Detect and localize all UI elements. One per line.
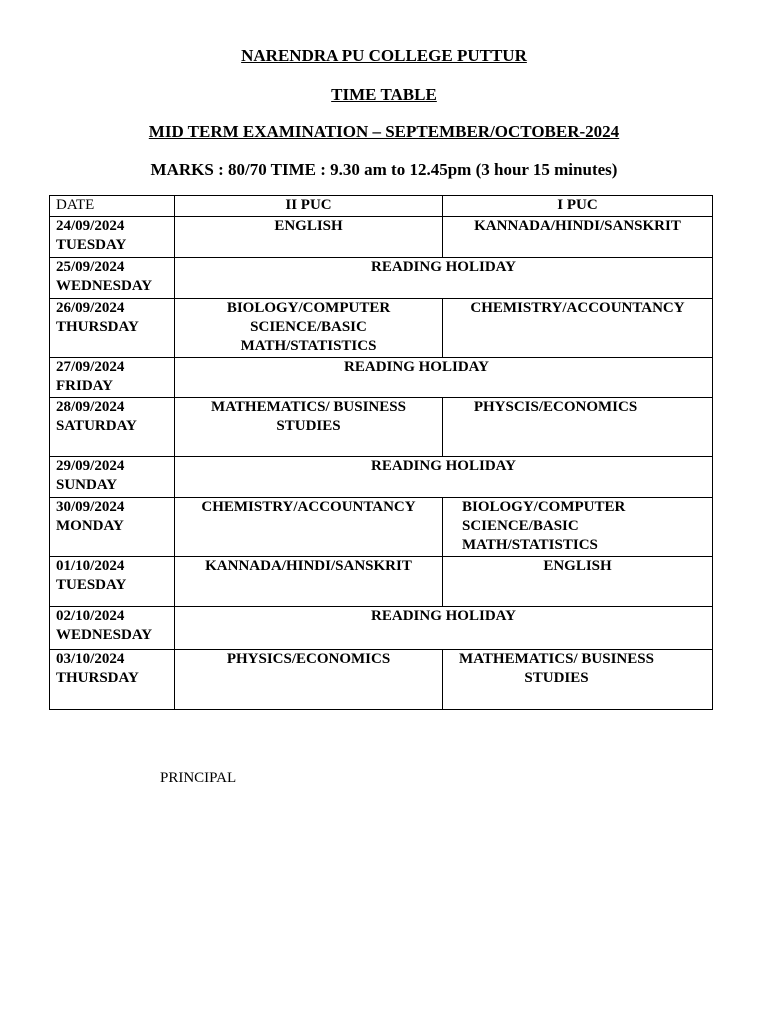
date-cell [50,457,175,498]
date-cell [50,557,175,607]
date: 30/09/2024 [56,499,125,515]
date-cell [50,398,175,457]
day: THURSDAY [56,319,139,335]
document-title: TIME TABLE [331,85,437,104]
i-puc-subject: KANNADA/HINDI/SANSKRIT [443,217,713,258]
day: FRIDAY [56,378,113,394]
date-cell [50,258,175,299]
date: 28/09/2024 [56,399,125,415]
table-row [50,498,713,557]
date-cell [50,358,175,398]
ii-puc-subject: MATHEMATICS/ BUSINESS STUDIES [175,398,443,457]
day: TUESDAY [56,577,127,593]
ii-puc-subject: KANNADA/HINDI/SANSKRIT [175,557,443,607]
table-row [50,398,713,457]
date: 02/10/2024 [56,608,125,624]
day: SUNDAY [56,477,118,493]
day: MONDAY [56,518,124,534]
ii-puc-subject: CHEMISTRY/ACCOUNTANCY [175,498,443,557]
college-name: NARENDRA PU COLLEGE PUTTUR [241,46,527,65]
date-cell [50,498,175,557]
holiday-cell: READING HOLIDAY [175,258,713,299]
i-puc-subject: CHEMISTRY/ACCOUNTANCY [443,299,713,358]
holiday-cell: READING HOLIDAY [175,457,713,498]
table-row [50,299,713,358]
i-puc-subject: ENGLISH [443,557,713,607]
timetable [49,195,713,710]
holiday-cell: READING HOLIDAY [175,607,713,650]
marks-time-line: MARKS : 80/70 TIME : 9.30 am to 12.45pm (3 hour 15 minutes) [150,160,618,179]
principal-signature-label: PRINCIPAL [160,770,237,786]
table-row [50,607,713,650]
date: 01/10/2024 [56,558,125,574]
table-row [50,358,713,398]
date-cell [50,217,175,258]
column-header-i-puc: I PUC [443,196,713,217]
exam-title: MID TERM EXAMINATION – SEPTEMBER/OCTOBER-2024 [148,122,620,141]
table-row [50,557,713,607]
table-row [50,217,713,258]
ii-puc-subject: BIOLOGY/COMPUTER SCIENCE/BASIC MATH/STATISTICS [175,299,443,358]
ii-puc-subject: PHYSICS/ECONOMICS [175,650,443,710]
date-cell [50,607,175,650]
date: 25/09/2024 [56,259,125,275]
date: 26/09/2024 [56,300,125,316]
holiday-cell: READING HOLIDAY [175,358,713,398]
day: WEDNESDAY [56,627,153,643]
table-header-row [50,196,713,217]
day: TUESDAY [56,237,127,253]
table-row [50,258,713,299]
column-header-date: DATE [50,196,175,217]
column-header-ii-puc: II PUC [175,196,443,217]
day: SATURDAY [56,418,137,434]
table-row [50,650,713,710]
day: WEDNESDAY [56,278,153,294]
date: 24/09/2024 [56,218,125,234]
i-puc-subject: BIOLOGY/COMPUTER SCIENCE/BASIC MATH/STATISTICS [443,498,713,557]
date: 03/10/2024 [56,651,125,667]
day: THURSDAY [56,670,139,686]
ii-puc-subject: ENGLISH [175,217,443,258]
i-puc-subject: PHYSCIS/ECONOMICS [443,398,713,457]
date: 27/09/2024 [56,359,125,375]
i-puc-subject: MATHEMATICS/ BUSINESS STUDIES [443,650,713,710]
date-cell [50,299,175,358]
table-row [50,457,713,498]
date: 29/09/2024 [56,458,125,474]
date-cell [50,650,175,710]
